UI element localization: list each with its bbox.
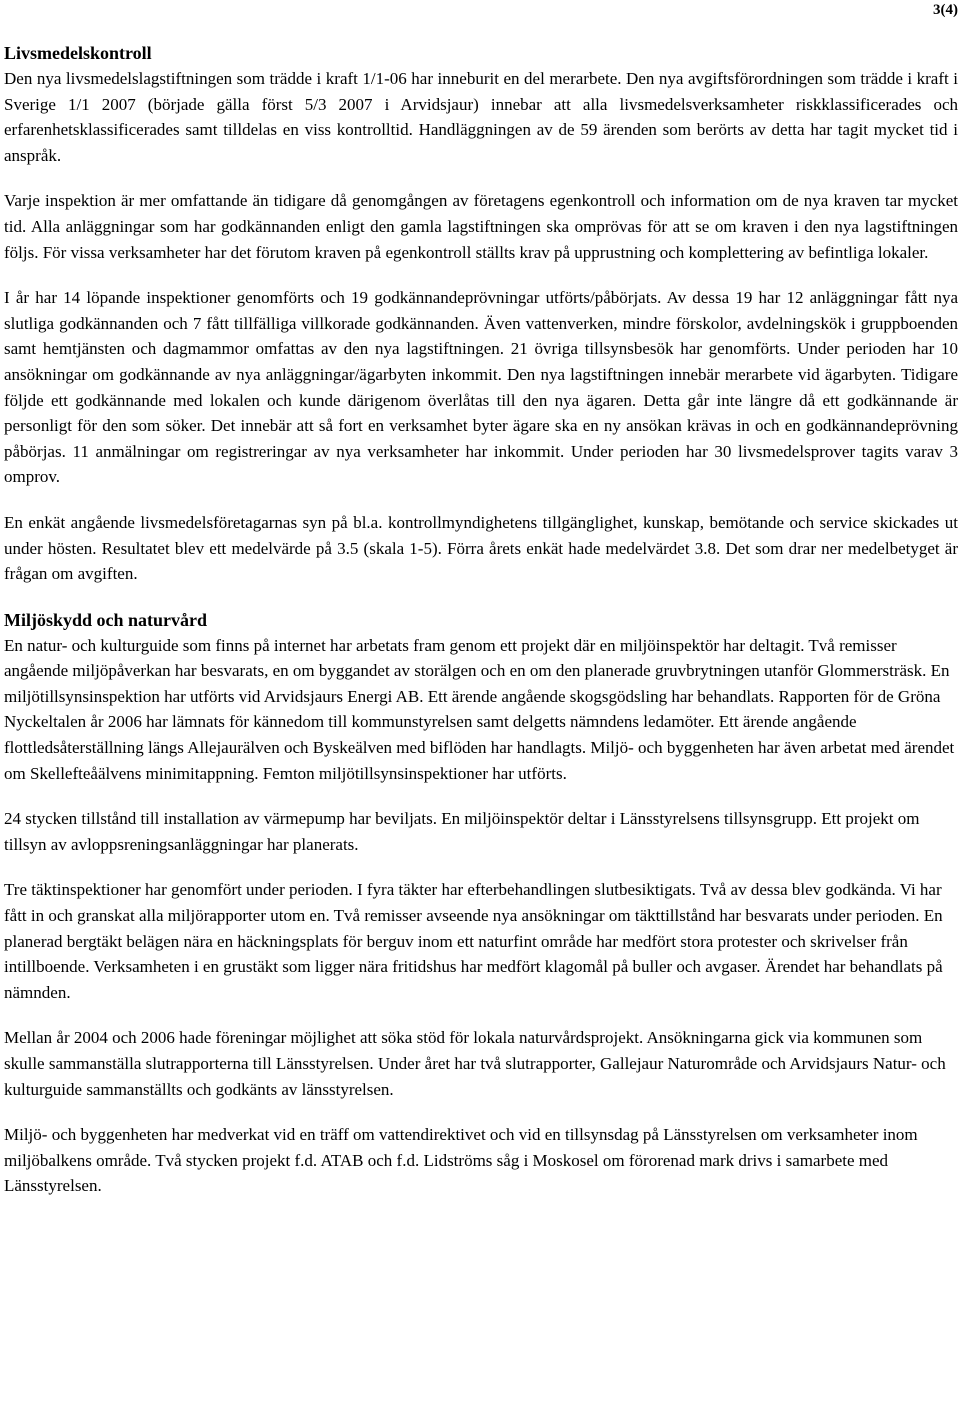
- page-number: 3(4): [933, 2, 958, 18]
- paragraph: I år har 14 löpande inspektioner genomförts och 19 godkännandeprövningar utförts/påbörjats. Av dessa 19 har 12 anläggningar fått nya slutliga godkännanden och 7 fått tillfälliga villkorade godkännanden. Även vattenverken, mindre förskolor, avdelningskök i gruppboenden samt hemtjänsten och dagmammor omfattas av den nya lagstiftningen. 21 övriga tillsynsbesök har genomförts. Under perioden har 10 ansökningar om godkännande av nya anläggningar/ägarbyten inkommit. Den nya lagstiftningen innebär merarbete vid ägarbyten. Tidigare följde ett godkännande med lokalen och kunde därigenom överlåtas till den nya ägaren. Detta går inte längre då ett godkännande är personligt för den som söker. Det innebär att så fort en verksamhet byter ägare ska en ny ansökan krävas in och en godkännandeprövning påbörjas. 11 anmälningar om registreringar av nya verksamheter har inkommit. Under perioden har 30 livsmedelsprover tagits varav 3 omprov.: [4, 288, 958, 487]
- section-livsmedelskontroll: [4, 40, 958, 587]
- paragraph: Den nya livsmedelslagstiftningen som trädde i kraft 1/1-06 har inneburit en del merarbete. Den nya avgiftsförordningen som trädde i kraft i Sverige 1/1 2007 (började gälla först 5/3 2007 i Arvidsjaur) innebar att alla livsmedelsverksamheter riskklassificerades och erfarenhetsklassificerades samt tilldelas en viss kontrolltid. Handläggningen av de 59 ärenden som berörts av detta har tagit mycket tid i anspråk.: [4, 69, 958, 165]
- section-heading: Miljöskydd och naturvård: [4, 609, 208, 630]
- paragraph: 24 stycken tillstånd till installation av värmepump har beviljats. En miljöinspektör deltar i Länsstyrelsens tillsynsgrupp. Ett projekt om tillsyn av avloppsreningsanläggningar har planerats.: [4, 809, 920, 854]
- document-body: [4, 40, 958, 1219]
- paragraph: Tre täktinspektioner har genomfört under perioden. I fyra täkter har efterbehandlingen slutbesiktigats. Två av dessa blev godkända. Vi har fått in och granskat alla miljörapporter utom en. Två remisser avseende nya ansökningar om täkttillstånd har besvarats under perioden. En planerad bergtäkt belägen nära en häckningsplats för berguv inom ett naturfint område har medfört stora protester och skrivelser från intillboende. Verksamheten i en grustäkt som ligger nära fritidshus har medfört klagomål på buller och avgaser. Ärendet har behandlats på nämnden.: [4, 880, 943, 1002]
- paragraph: Mellan år 2004 och 2006 hade föreningar möjlighet att söka stöd för lokala naturvårdsprojekt. Ansökningarna gick via kommunen som skulle sammanställa slutrapporterna till Länsstyrelsen. Under året har två slutrapporter, Gallejaur Naturområde och Arvidsjaurs Natur- och kulturguide sammanställts och godkänts av länsstyrelsen.: [4, 1028, 946, 1099]
- section-heading: Livsmedelskontroll: [4, 43, 152, 63]
- paragraph: Varje inspektion är mer omfattande än tidigare då genomgången av företagens egenkontroll och information om de nya kraven tar mycket tid. Alla anläggningar som har godkännanden enligt den gamla lagstiftningen ska omprövas för att se om kraven i den nya lagstiftningen följs. För vissa verksamheter har det förutom kraven på egenkontroll ställts krav på upprustning och komplettering av befintliga lokaler.: [4, 191, 958, 262]
- paragraph: En enkät angående livsmedelsföretagarnas syn på bl.a. kontrollmyndighetens tillgänglighet, kunskap, bemötande och service skickades ut under hösten. Resultatet blev ett medelvärde på 3.5 (skala 1-5). Förra årets enkät hade medelvärdet 3.8. Det som drar ner medelbetyget är frågan om avgiften.: [4, 512, 958, 584]
- paragraph: En natur- och kulturguide som finns på internet har arbetats fram genom ett projekt där en miljöinspektör har deltagit. Två remisser angående miljöpåverkan har besvarats, en om byggandet av storälgen och en om den planerade gruvbrytningen utanför Glommersträsk. En miljötillsynsinspektion har utförts vid Arvidsjaurs Energi AB. Ett ärende angående skogsgödsling har behandlats. Rapporten för de Gröna Nyckeltalen år 2006 har lämnats för kännedom till kommunstyrelsen samt delgetts nämndens ledamöter. Ett ärende angående flottledsåterställning längs Allejaurälven och Byskeälven med biflöden har handlagts. Miljö- och byggenheten har även arbetat med ärendet om Skellefteåälvens minimitappning. Femton miljötillsynsinspektioner har utförts.: [4, 635, 955, 783]
- paragraph: Miljö- och byggenheten har medverkat vid en träff om vattendirektivet och vid en tillsynsdag på Länsstyrelsen om verksamheter inom miljöbalkens område. Två stycken projekt f.d. ATAB och f.d. Lidströms såg i Moskosel om förorenad mark drivs i samarbete med Länsstyrelsen.: [4, 1125, 918, 1196]
- section-miljoskydd-och-naturvard: [4, 607, 958, 1199]
